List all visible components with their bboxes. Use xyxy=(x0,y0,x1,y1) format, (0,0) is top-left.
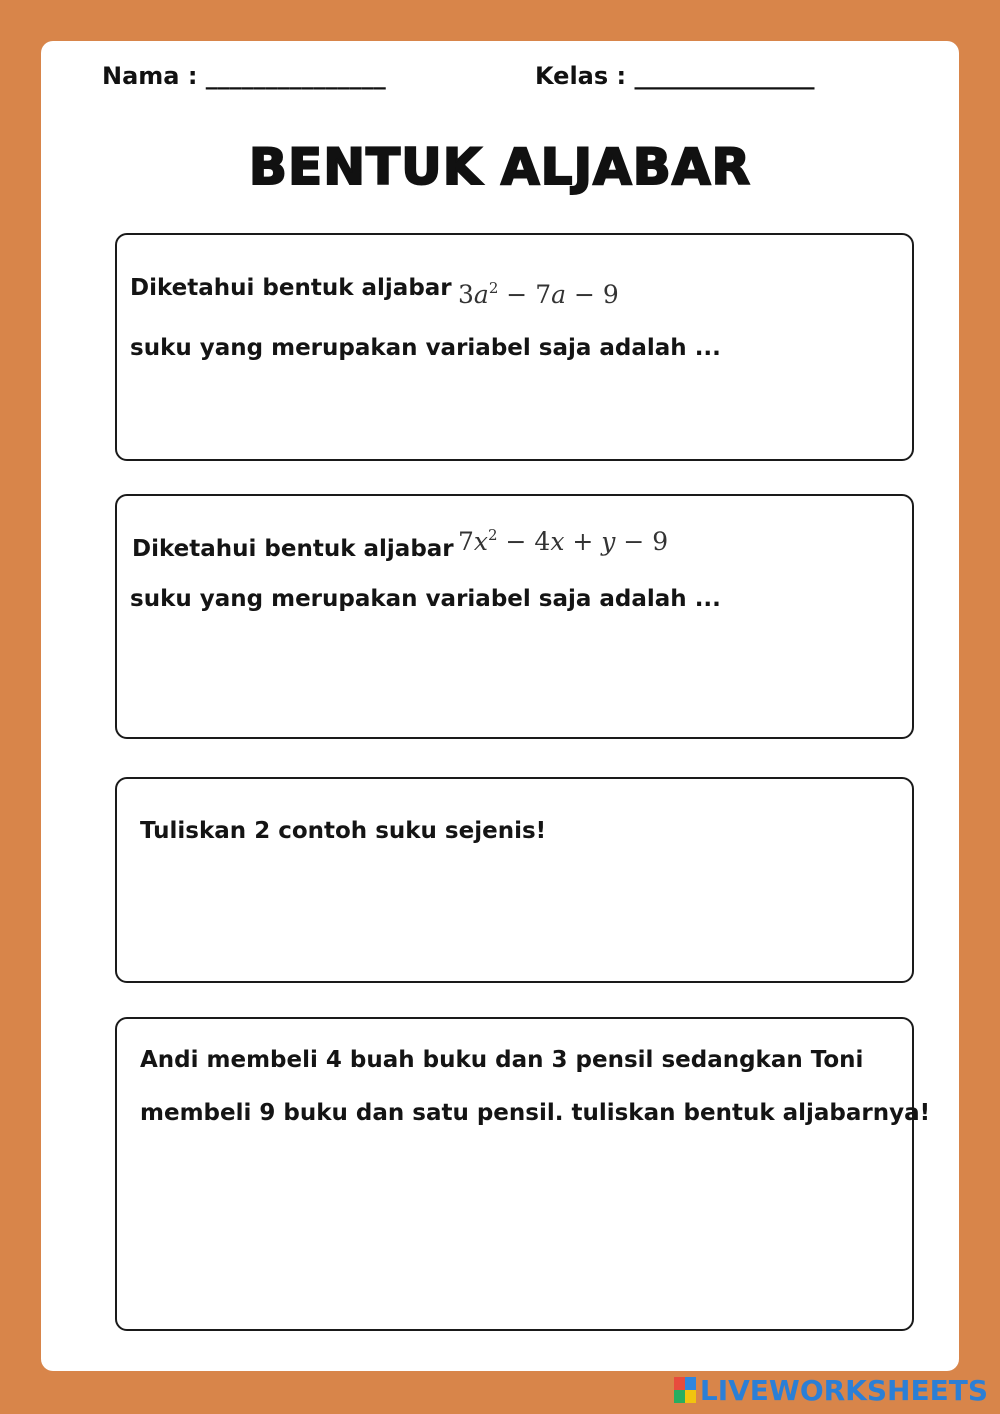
question-1-line-1: Diketahui bentuk aljabar xyxy=(130,275,452,301)
brand-name[interactable]: LIVEWORKSHEETS xyxy=(699,1373,988,1407)
question-3-line-1: Tuliskan 2 contoh suku sejenis! xyxy=(140,818,547,844)
question-2-expression: $7x^2 - 4x + y - 9$ xyxy=(458,526,669,556)
class-label: Kelas : xyxy=(535,62,627,90)
question-1-line-2: suku yang merupakan variabel saja adalah ... xyxy=(130,335,721,361)
question-box-3[interactable] xyxy=(115,777,914,983)
liveworksheets-logo-icon xyxy=(674,1377,696,1403)
class-field[interactable] xyxy=(535,62,814,90)
question-2-line-2: suku yang merupakan variabel saja adalah ... xyxy=(130,586,721,612)
question-4-line-1: Andi membeli 4 buah buku dan 3 pensil sedangkan Toni xyxy=(140,1047,864,1073)
question-1-expression: $3a^2 - 7a - 9$ xyxy=(458,279,619,309)
class-blank[interactable]: _______________ xyxy=(634,62,815,90)
name-blank[interactable]: _______________ xyxy=(205,62,386,90)
name-label: Nama : xyxy=(102,62,198,90)
name-field[interactable] xyxy=(102,62,386,90)
question-2-line-1: Diketahui bentuk aljabar xyxy=(132,536,454,562)
brand-footer[interactable] xyxy=(674,1372,988,1408)
page-title: BENTUK ALJABAR xyxy=(248,138,752,196)
question-4-line-2: membeli 9 buku dan satu pensil. tuliskan bentuk aljabarnya! xyxy=(140,1100,931,1126)
